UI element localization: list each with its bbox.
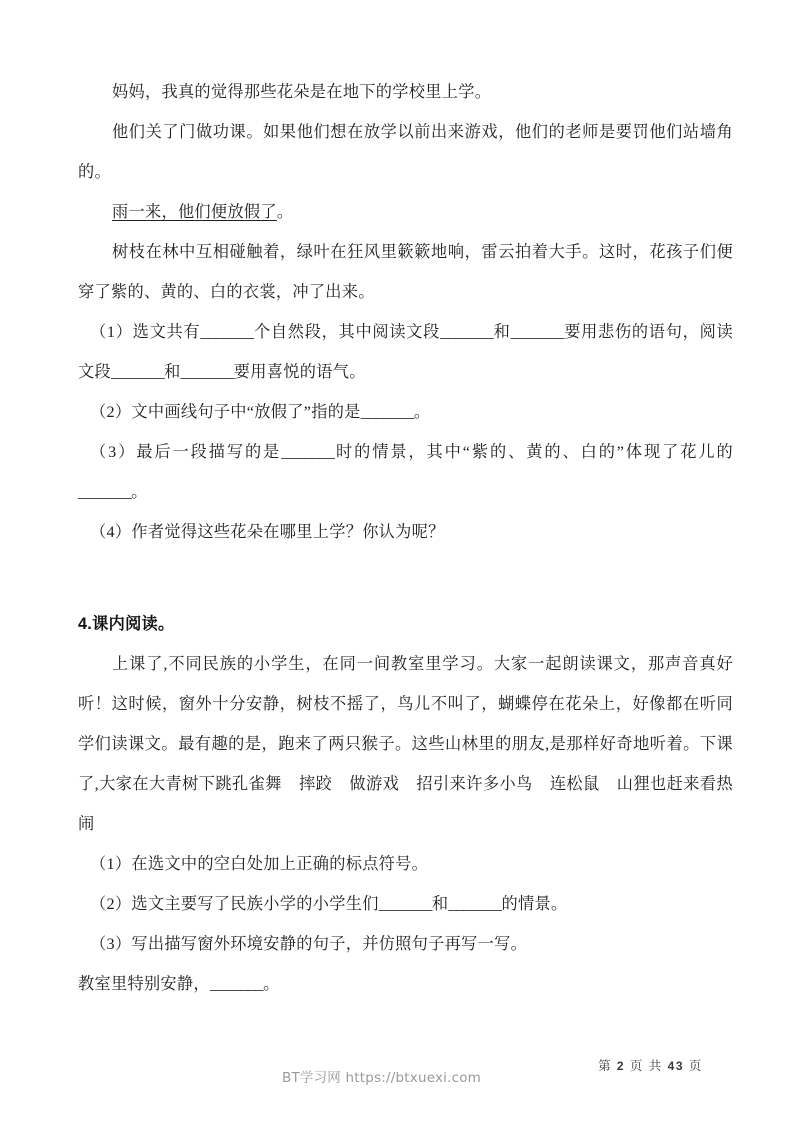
blank-field[interactable]: _______ bbox=[510, 323, 564, 341]
page-number bbox=[598, 1056, 703, 1074]
question-3-1-text-f: 要用喜悦的语气。 bbox=[233, 363, 366, 381]
question-4-2 bbox=[78, 884, 733, 924]
question-3-1-text-c: 和 bbox=[493, 323, 511, 341]
section-spacer bbox=[78, 552, 733, 604]
page-prefix: 第 bbox=[598, 1059, 613, 1073]
passage-text-part-3: 做游戏 bbox=[349, 775, 400, 793]
answer-line-text-a: 教室里特别安静， bbox=[78, 975, 210, 993]
blank-field[interactable]: _______ bbox=[440, 323, 494, 341]
answer-line bbox=[78, 964, 733, 1004]
exercise-4-heading: 4.课内阅读。 bbox=[78, 615, 175, 633]
question-3-1-text-a: （1）选文共有 bbox=[90, 323, 201, 341]
question-4-2-text-c: 的情景。 bbox=[501, 895, 568, 913]
question-3-2 bbox=[78, 392, 733, 432]
page-total: 43 bbox=[667, 1059, 685, 1073]
passage-text-part-6: 山狸也赶来看热闹 bbox=[78, 775, 733, 833]
blank-field[interactable]: _______ bbox=[360, 403, 414, 421]
question-3-3-text-c: 。 bbox=[131, 483, 148, 501]
question-4-3: （3）写出描写窗外环境安静的句子，并仿照句子再写一写。 bbox=[90, 935, 528, 953]
question-3-1-text-e: 和 bbox=[164, 363, 181, 381]
blank-field[interactable]: _______ bbox=[378, 895, 432, 913]
page-footer bbox=[78, 1060, 731, 1094]
blank-field[interactable]: _______ bbox=[209, 975, 264, 993]
page-suffix: 页 bbox=[688, 1059, 703, 1073]
passage-text-part-2: 摔跤 bbox=[298, 775, 333, 793]
question-3-3-text-b: 时的情景，其中“紫的、黄的、白的”体现了花儿的 bbox=[334, 443, 733, 461]
blank-field[interactable]: _______ bbox=[448, 895, 502, 913]
question-3-2-text-b: 。 bbox=[413, 403, 431, 421]
question-3-3-text-a: （3）最后一段描写的是 bbox=[90, 443, 282, 461]
question-4-1: （1）在选文中的空白处加上正确的标点符号。 bbox=[90, 855, 429, 873]
blank-field[interactable]: _______ bbox=[180, 363, 234, 381]
answer-line-text-b: 。 bbox=[263, 975, 280, 993]
question-4-2-text-b: 和 bbox=[431, 895, 449, 913]
site-watermark: BT学习网 https://btxuexi.com bbox=[282, 1070, 482, 1086]
blank-field[interactable]: _______ bbox=[78, 483, 132, 501]
passage-paragraph-3 bbox=[78, 192, 733, 232]
page-current: 2 bbox=[616, 1059, 626, 1073]
underlined-sentence: 雨一来，他们便放假了 bbox=[112, 203, 277, 221]
question-3-3 bbox=[78, 432, 733, 512]
passage-paragraph-2: 他们关了门做功课。如果他们想在放学以前出来游戏，他们的老师是要罚他们站墙角的。 bbox=[78, 123, 733, 181]
question-4-2-text-a: （2）选文主要写了民族小学的小学生们 bbox=[90, 895, 379, 913]
passage-paragraph-4: 树枝在林中互相碰触着，绿叶在狂风里簌簌地响，雷云拍着大手。这时，花孩子们便穿了紫的、黄的、白的衣裳，冲了出来。 bbox=[78, 243, 733, 301]
page-mid: 页 共 bbox=[629, 1059, 663, 1073]
question-3-1 bbox=[78, 312, 733, 392]
question-3-1-text-d: 要用悲伤的语句，阅读文段 bbox=[78, 323, 733, 381]
question-3-4: （4）作者觉得这些花朵在哪里上学？你认为呢？ bbox=[90, 523, 445, 541]
blank-field[interactable]: _______ bbox=[200, 323, 254, 341]
passage-text-part-5: 连松鼠 bbox=[549, 775, 600, 793]
passage-paragraph-1: 妈妈，我真的觉得那些花朵是在地下的学校里上学。 bbox=[112, 83, 492, 101]
passage-text-part-1: 上课了,不同民族的小学生，在同一间教室里学习。大家一起朗读课文，那声音真好听！这时候，窗外十分安静，树枝不摇了，鸟儿不叫了，蝴蝶停在花朵上，好像都在听同学们读课文。最有趣的是，跑来了两只猴子。这些山林里的朋友,是那样好奇地听着。下课了,大家在大青树下跳孔雀舞 bbox=[78, 655, 733, 793]
underlined-sentence-period: 。 bbox=[276, 203, 294, 221]
question-3-2-text-a: （2）文中画线句子中“放假了”指的是 bbox=[90, 403, 361, 421]
passage-text-part-4: 招引来许多小鸟 bbox=[416, 775, 533, 793]
question-3-1-text-b: 个自然段，其中阅读文段 bbox=[253, 323, 441, 341]
blank-field[interactable]: _______ bbox=[281, 443, 335, 461]
page-content bbox=[78, 72, 733, 1004]
blank-field[interactable]: _______ bbox=[110, 363, 165, 381]
exercise-4-passage bbox=[78, 644, 733, 844]
